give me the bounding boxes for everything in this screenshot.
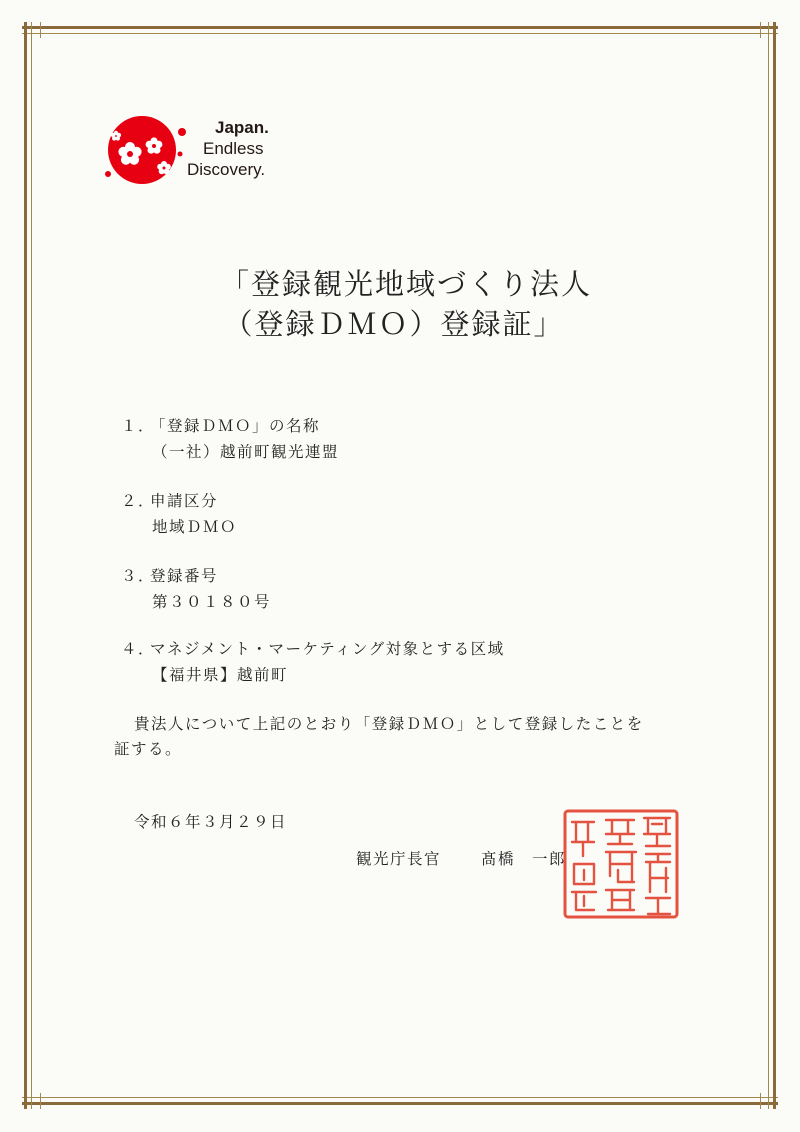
item-label: 登録番号 [150, 567, 219, 585]
certification-statement-line-1: 貴法人について上記のとおり「登録ＤＭＯ」として登録したことを [134, 715, 644, 733]
logo-line-2: Endless [203, 139, 264, 158]
item-value: （一社）越前町観光連盟 [152, 443, 340, 461]
logo-line-3: Discovery. [187, 160, 266, 179]
signatory-name: 髙橋 一郎 [481, 850, 567, 868]
certification-statement-line-2: 証する。 [114, 740, 183, 758]
item-number: ４． [121, 640, 156, 658]
certificate-title-line-1: 「登録観光地域づくり法人 [219, 267, 592, 301]
signatory-title: 観光庁長官 [356, 850, 442, 868]
cherry-blossom-sun-icon [100, 112, 190, 187]
item-label: マネジメント・マーケティング対象とする区域 [150, 640, 505, 658]
item-value: 第３０１８０号 [152, 593, 272, 611]
item-label: 「登録ＤＭＯ」の名称 [150, 417, 321, 435]
item-value: 【福井県】越前町 [152, 666, 289, 684]
official-seal-stamp [562, 808, 680, 920]
item-label: 申請区分 [150, 492, 219, 510]
certificate-title-line-2: （登録ＤＭＯ）登録証」 [223, 307, 565, 341]
issue-date: 令和６年３月２９日 [134, 813, 288, 831]
item-number: １． [121, 417, 156, 435]
item-number: ３． [121, 567, 156, 585]
item-number: ２． [121, 492, 156, 510]
logo-line-1: Japan. [215, 118, 269, 137]
item-value: 地域ＤＭＯ [152, 518, 238, 536]
japan-endless-discovery-logo [100, 112, 300, 187]
